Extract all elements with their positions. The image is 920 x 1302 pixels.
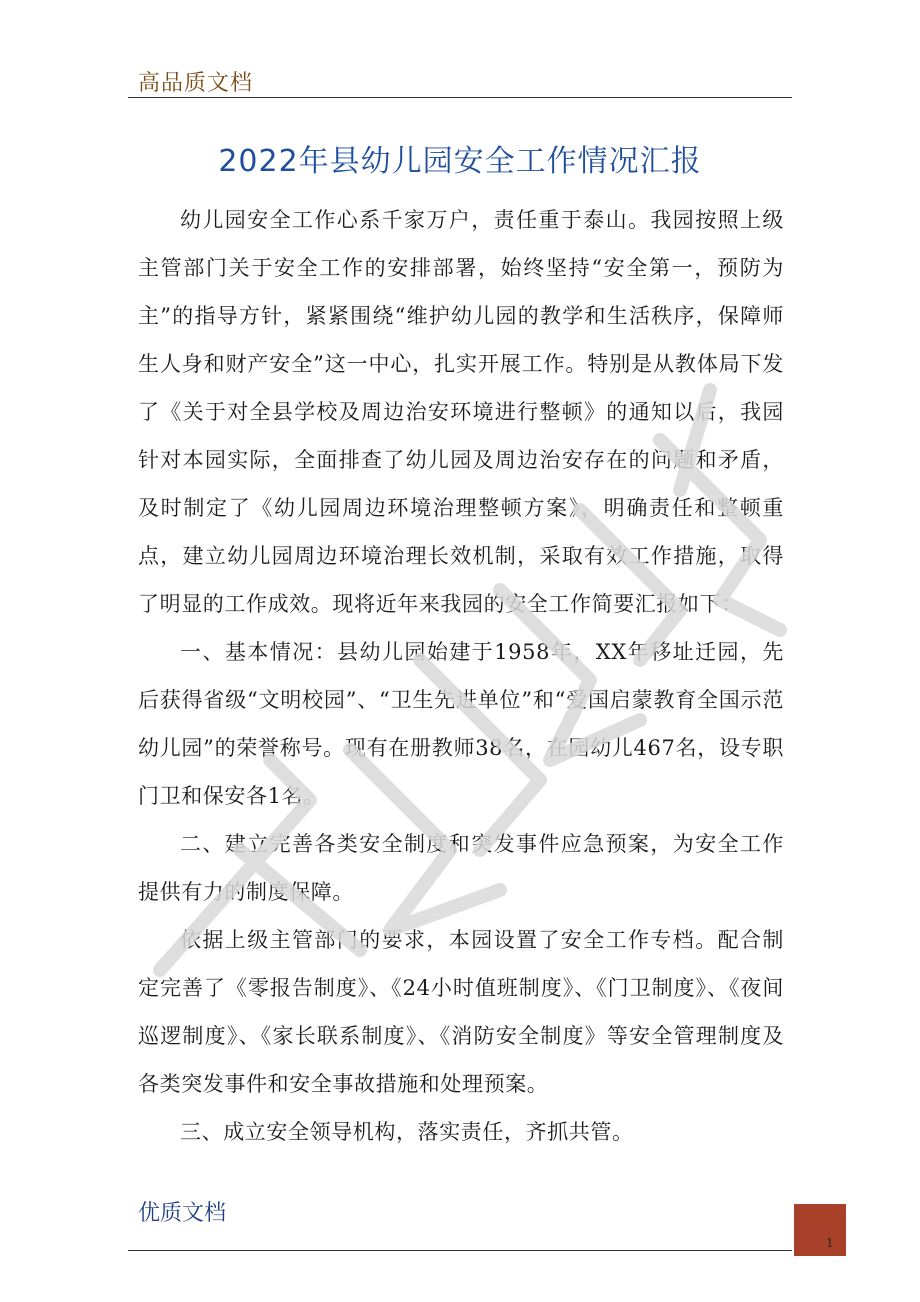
document-body [138, 196, 784, 1156]
body-paragraph: 幼儿园安全工作心系千家万户，责任重于泰山。我园按照上级主管部门关于安全工作的安排部署，始终坚持“安全第一，预防为主”的指导方针，紧紧围绕“维护幼儿园的教学和生活秩序，保障师生人身和财产安全”这一中心，扎实开展工作。特别是从教体局下发了《关于对全县学校及周边治安环境进行整顿》的通知以后，我园针对本园实际，全面排查了幼儿园及周边治安存在的问题和矛盾，及时制定了《幼儿园周边环境治理整顿方案》，明确责任和整顿重点，建立幼儿园周边环境治理长效机制，采取有效工作措施，取得了明显的工作成效。现将近年来我园的安全工作简要汇报如下： [138, 208, 784, 616]
document-header-label: 高品质文档 [138, 71, 254, 96]
body-paragraph: 一、基本情况：县幼儿园始建于1958年，XX年移址迁园，先后获得省级“文明校园”、“卫生先进单位”和“爱国启蒙教育全国示范幼儿园”的荣誉称号。现有在册教师38名，在园幼儿467名，设专职门卫和保安各1名。 [138, 640, 784, 808]
header-divider [128, 97, 792, 98]
footer-divider [128, 1250, 792, 1251]
document-title: 2022年县幼儿园安全工作情况汇报 [218, 144, 702, 179]
document-footer-label: 优质文档 [138, 1201, 227, 1226]
body-paragraph: 二、建立完善各类安全制度和突发事件应急预案，为安全工作提供有力的制度保障。 [138, 832, 784, 904]
body-paragraph: 三、成立安全领导机构，落实责任，齐抓共管。 [180, 1120, 634, 1144]
page-number-box [794, 1204, 846, 1256]
page-number: 1 [826, 1236, 834, 1250]
body-paragraph: 依据上级主管部门的要求，本园设置了安全工作专档。配合制定完善了《零报告制度》、《24小时值班制度》、《门卫制度》、《夜间巡逻制度》、《家长联系制度》、《消防安全制度》等安全管理制度及各类突发事件和安全事故措施和处理预案。 [138, 928, 784, 1096]
